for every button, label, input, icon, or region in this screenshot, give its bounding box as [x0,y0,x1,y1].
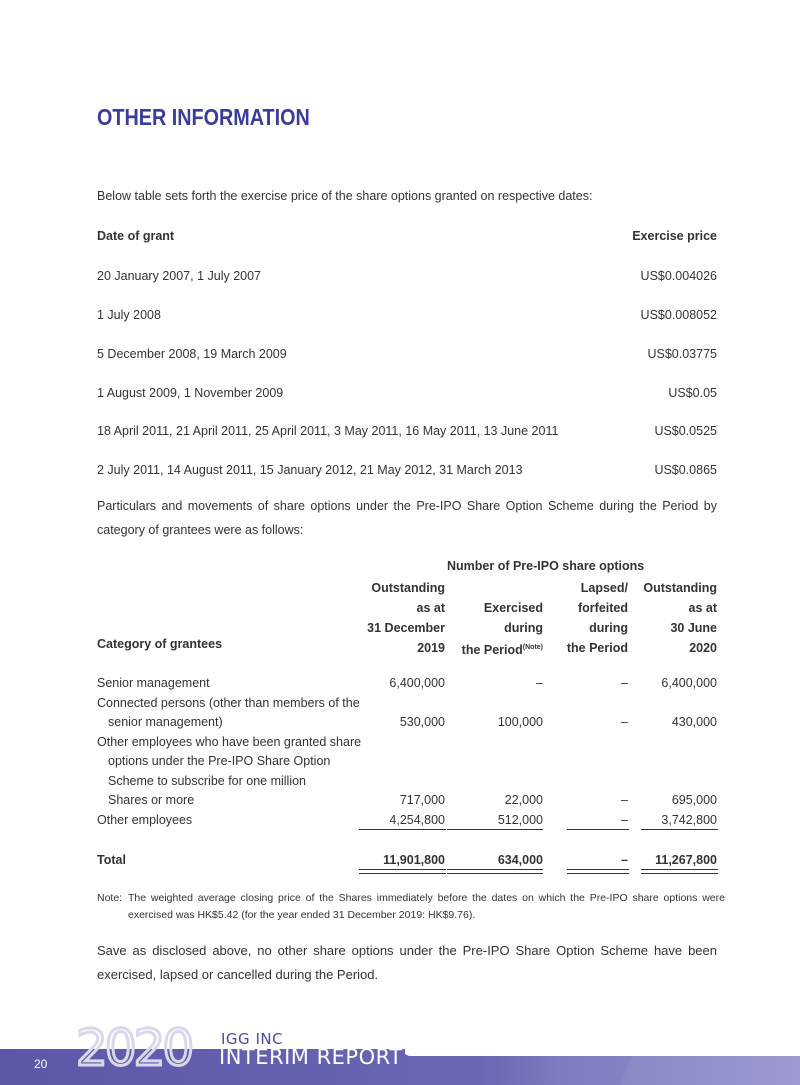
category-label-continued: senior management) [108,715,223,729]
total-double-rule [447,869,543,874]
table-row [97,308,717,328]
header-line: forfeited [578,601,628,615]
value-exercised: 100,000 [497,715,543,729]
value-outstanding-start: 717,000 [399,793,445,807]
header-line: the Period [461,643,523,658]
price-table-header [97,229,717,249]
header-line: 31 December [367,621,445,635]
value-exercised: 22,000 [504,793,543,807]
value-outstanding-start: 4,254,800 [389,813,445,827]
exercise-price: US$0.0525 [654,424,717,438]
header-line [455,578,543,598]
total-exercised: 634,000 [497,853,543,867]
header-line: 2019 [417,641,445,655]
value-outstanding-end: 6,400,000 [661,676,717,690]
exercise-price: US$0.004026 [640,269,717,283]
note-text: The weighted average closing price of the Shares immediately before the dates on which the Pre-IPO share options were exercised was HK$5.42 (for the year ended 31 December 2019: HK$9.76). [128,892,725,921]
category-label-continued: options under the Pre-IPO Share Option [108,754,331,768]
column-header-exercised [455,578,543,660]
category-label: Senior management [97,676,210,690]
subtotal-rule [567,829,629,830]
total-lapsed: – [621,853,628,867]
group-header: Number of Pre-IPO share options [447,559,645,573]
table-row [97,386,717,406]
category-label-continued: Scheme to subscribe for one million [108,774,307,788]
footer-band-light [620,1056,800,1085]
subtotal-rule [641,829,718,830]
total-outstanding-start: 11,901,800 [383,853,445,867]
column-header-date: Date of grant [97,229,175,243]
value-outstanding-end: 430,000 [671,715,717,729]
value-exercised: – [536,676,543,690]
grant-date: 5 December 2008, 19 March 2009 [97,347,287,361]
subtotal-rule [447,829,543,830]
value-lapsed: – [621,676,628,690]
total-outstanding-end: 11,267,800 [655,853,717,867]
category-label: Other employees [97,813,193,827]
value-lapsed: – [621,715,628,729]
header-line: the Period [566,641,628,655]
header-line: Exercised [483,601,543,615]
header-line: during [504,621,543,635]
column-header-outstanding-start [347,578,445,658]
table-row [97,463,717,483]
movements-intro: Particulars and movements of share options under the Pre-IPO Share Option Scheme during the Period by category of grantees were as follows: [97,499,717,537]
header-line: 2020 [689,641,717,655]
grant-date: 18 April 2011, 21 April 2011, 25 April 2011, 3 May 2011, 16 May 2011, 13 June 2011 [97,424,559,438]
value-lapsed: – [621,793,628,807]
header-line: Outstanding [643,581,717,595]
header-line: as at [688,601,717,615]
category-label: Other employees who have been granted share [97,735,362,749]
value-outstanding-start: 530,000 [399,715,445,729]
report-year-logo: 2020 [76,1019,192,1077]
page-number: 20 [34,1057,48,1071]
header-line: Lapsed/ [580,581,628,595]
grant-date: 2 July 2011, 14 August 2011, 15 January 2012, 21 May 2012, 31 March 2013 [97,463,523,477]
header-line: 30 June [670,621,717,635]
value-outstanding-start: 6,400,000 [389,676,445,690]
subtotal-rule [359,829,446,830]
total-label: Total [97,853,126,867]
note-reference: (Note) [522,644,543,651]
exercise-price: US$0.0865 [654,463,717,477]
intro-text: Below table sets forth the exercise price of the share options granted on respective dates: [97,189,593,203]
value-outstanding-end: 695,000 [671,793,717,807]
table-row [97,424,717,444]
header-line: Outstanding [371,581,445,595]
exercise-price: US$0.05 [668,386,717,400]
table-note [97,890,725,924]
page-title: OTHER INFORMATION [97,104,310,130]
exercise-price: US$0.03775 [647,347,717,361]
value-lapsed: – [621,813,628,827]
closing-paragraph: Save as disclosed above, no other share options under the Pre-IPO Share Option Scheme have been exercised, lapsed or cancelled during the Period. [97,943,717,982]
total-double-rule [641,869,718,874]
grant-date: 1 July 2008 [97,308,161,322]
header-line: during [589,621,628,635]
exercise-price: US$0.008052 [640,308,717,322]
category-label: Connected persons (other than members of the [97,696,360,710]
header-line: as at [416,601,445,615]
value-exercised: 512,000 [497,813,543,827]
report-title: INTERIM REPORT [219,1045,403,1069]
total-double-rule [567,869,629,874]
column-header-category: Category of grantees [97,637,223,651]
column-header-lapsed [555,578,628,658]
footer-band-cutout [405,1049,800,1056]
column-header-price: Exercise price [632,229,717,243]
column-header-outstanding-end [641,578,717,658]
note-label: Note: [97,892,123,904]
category-label-continued: Shares or more [108,793,195,807]
value-outstanding-end: 3,742,800 [661,813,717,827]
grant-date: 1 August 2009, 1 November 2009 [97,386,284,400]
table-row [97,269,717,289]
company-name: IGG INC [221,1030,284,1048]
table-row [97,347,717,367]
total-double-rule [359,869,446,874]
grant-date: 20 January 2007, 1 July 2007 [97,269,262,283]
